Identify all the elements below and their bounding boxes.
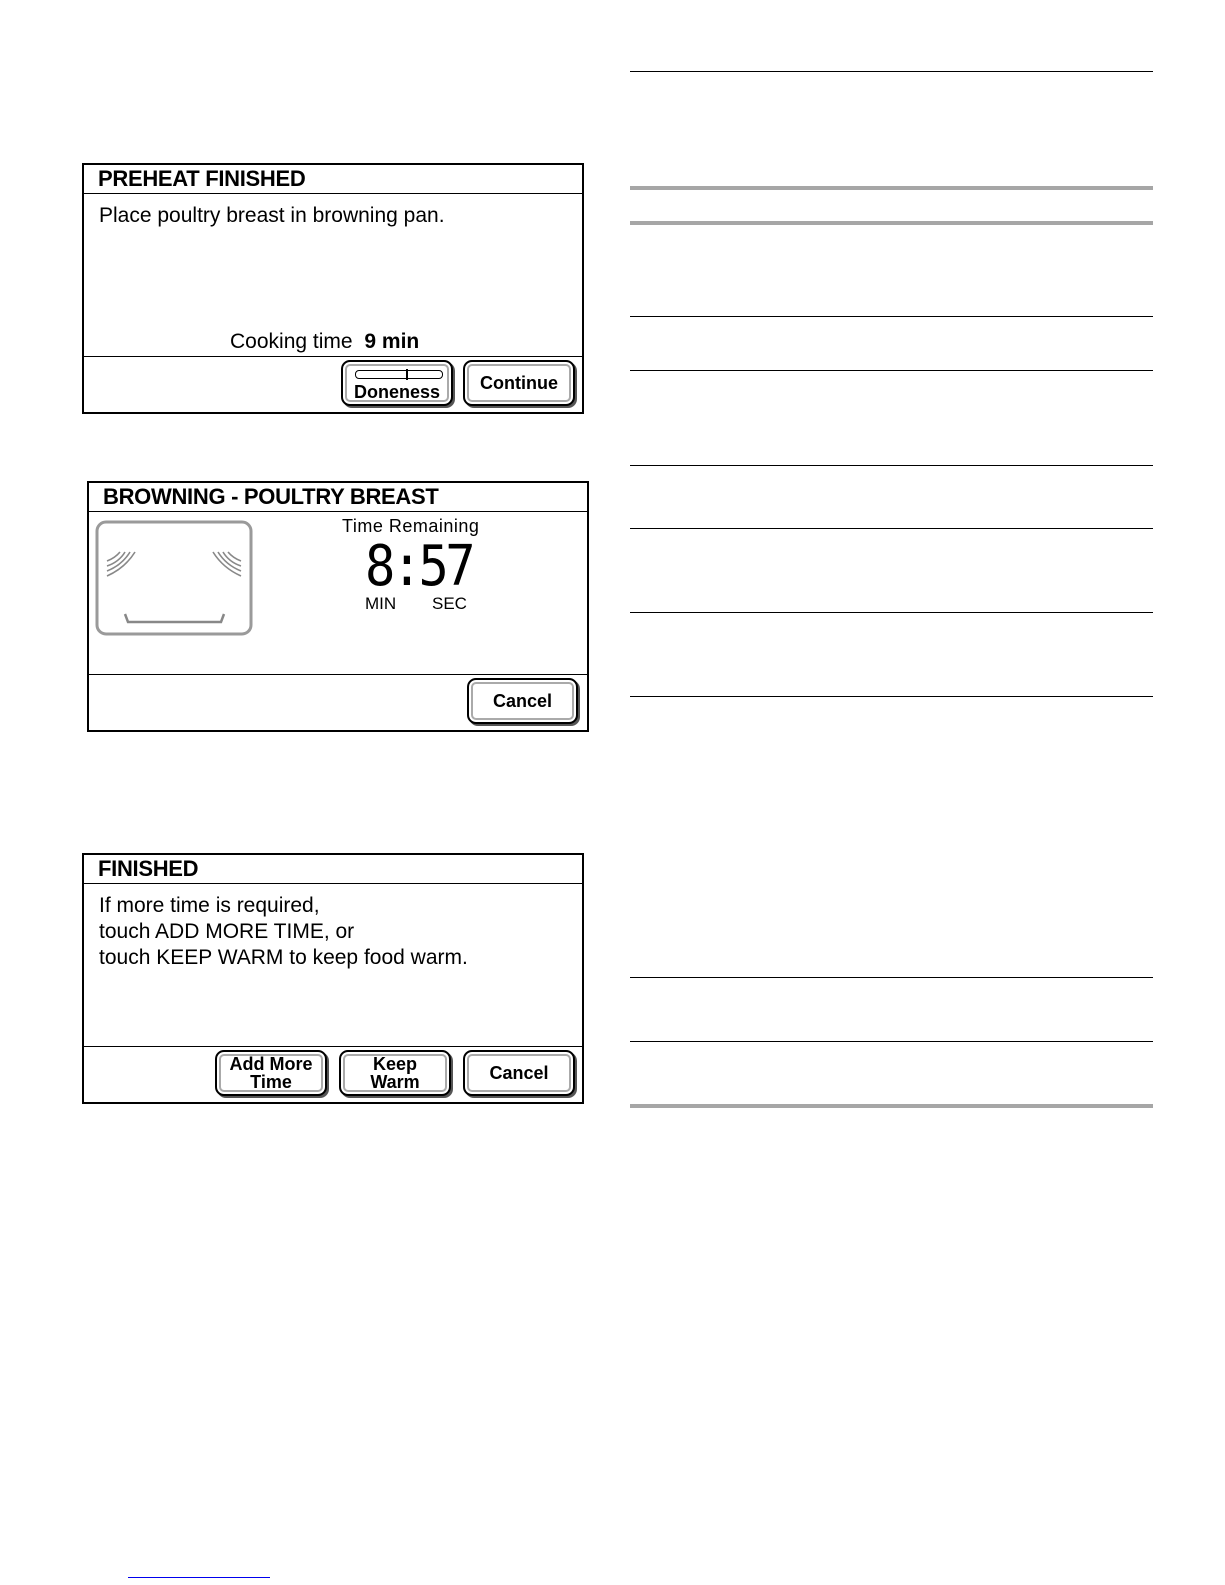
keep-warm-label-1: Keep — [372, 1054, 417, 1074]
oven-browning-icon — [95, 520, 253, 636]
doneness-label: Doneness — [353, 382, 441, 402]
cancel-button[interactable] — [463, 1050, 575, 1096]
finished-message — [99, 893, 468, 971]
table-rule — [630, 316, 1153, 317]
keep-warm-button[interactable] — [339, 1050, 451, 1096]
doneness-button[interactable] — [341, 360, 453, 406]
preheat-finished-panel — [82, 163, 584, 414]
table-rule-top — [630, 71, 1153, 72]
panel-title: BROWNING - POULTRY BREAST — [89, 483, 587, 512]
finished-footer — [84, 1046, 582, 1102]
footer-link-underline[interactable] — [128, 1577, 270, 1578]
table-rule — [630, 1041, 1153, 1042]
preheat-message: Place poultry breast in browning pan. — [99, 204, 445, 227]
browning-pan-illustration — [95, 520, 253, 636]
table-rule-bottom — [630, 1104, 1153, 1108]
table-rule — [630, 696, 1153, 697]
preheat-footer — [84, 356, 582, 412]
table-rule-header — [630, 186, 1153, 190]
browning-panel — [87, 481, 589, 732]
keep-warm-label-2: Warm — [370, 1072, 420, 1092]
cooking-time-value: 9 min — [364, 330, 420, 353]
finished-panel — [82, 853, 584, 1104]
continue-button[interactable] — [463, 360, 575, 406]
table-rule — [630, 528, 1153, 529]
time-remaining-value: 8:57 — [365, 534, 472, 599]
finished-line-2: touch ADD MORE TIME, or — [99, 920, 355, 943]
cancel-button[interactable] — [467, 678, 578, 724]
add-more-time-label-1: Add More — [229, 1054, 313, 1074]
panel-title: FINISHED — [84, 855, 582, 884]
finished-line-3: touch KEEP WARM to keep food warm. — [99, 946, 468, 969]
add-more-time-button[interactable] — [215, 1050, 327, 1096]
finished-line-1: If more time is required, — [99, 894, 320, 917]
doneness-slider-marker — [406, 369, 408, 380]
time-remaining-label: Time Remaining — [342, 516, 480, 536]
doneness-slider — [355, 370, 443, 379]
cancel-label: Cancel — [489, 1063, 549, 1083]
cooking-time — [230, 329, 419, 355]
add-more-time-label-2: Time — [250, 1072, 292, 1092]
panel-title: PREHEAT FINISHED — [84, 165, 582, 194]
continue-label: Continue — [480, 373, 558, 393]
table-rule — [630, 977, 1153, 978]
table-rule — [630, 465, 1153, 466]
min-label: MIN — [365, 594, 397, 613]
cancel-label: Cancel — [492, 691, 553, 711]
table-rule-header — [630, 221, 1153, 225]
browning-footer — [89, 674, 587, 730]
cooking-time-label: Cooking time — [230, 330, 353, 353]
table-rule — [630, 370, 1153, 371]
sec-label: SEC — [432, 594, 467, 613]
table-rule — [630, 612, 1153, 613]
